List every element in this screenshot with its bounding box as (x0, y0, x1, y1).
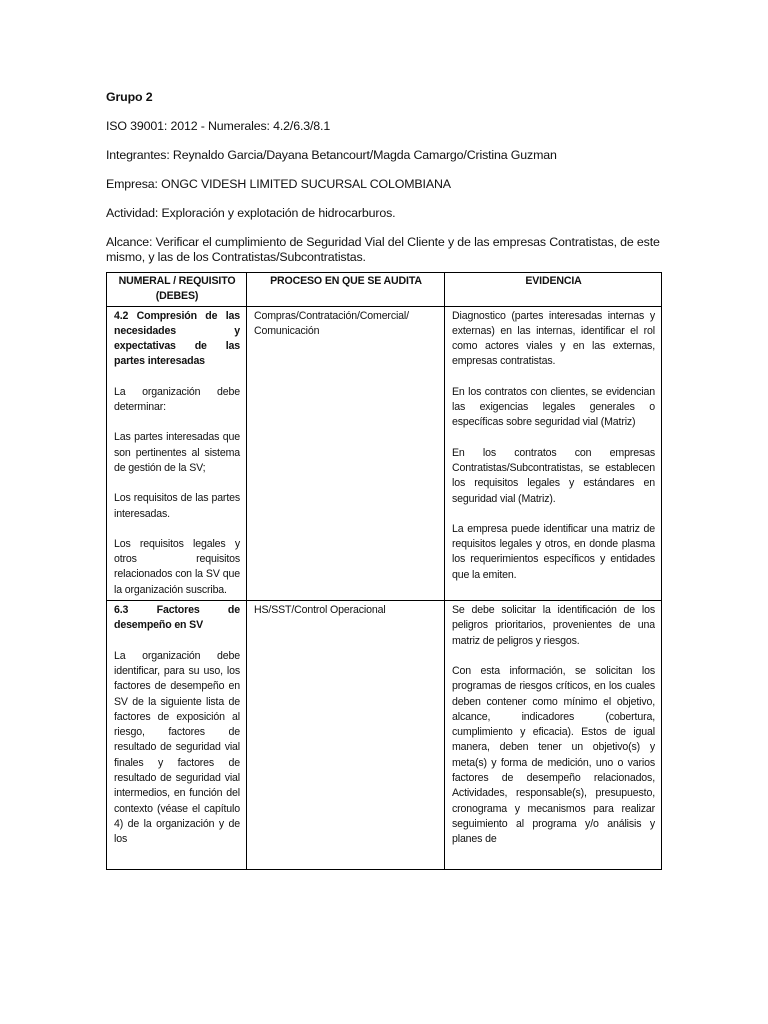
requirement-title: 6.3 Factores de desempeño en SV (114, 604, 240, 632)
iso-standard-line: ISO 39001: 2012 - Numerales: 4.2/6.3/8.1 (106, 119, 331, 133)
requirement-text: La organización debe determinar: (114, 385, 240, 414)
evidence-text: En los contratos con empresas Contratistas/Subcontratistas, se establecen los requisitos legales y estándares en seguridad vial (Matriz). (452, 446, 655, 505)
process-text: Compras/Contratación/Comercial/ Comunicación (254, 309, 409, 337)
requirement-cell (107, 306, 247, 600)
evidence-text: La empresa puede identificar una matriz de requisitos legales y otros, en donde plasma los requerimientos específicos y entidades que la emiten. (452, 522, 655, 581)
table-row (107, 306, 662, 600)
requirement-cell (107, 601, 247, 870)
requirement-text: Las partes interesadas que son pertinentes al sistema de gestión de la SV; (114, 431, 240, 474)
requirement-text: Los requisitos de las partes interesadas. (114, 492, 240, 520)
header-evidence: EVIDENCIA (445, 273, 662, 307)
requirement-text: Los requisitos legales y otros requisitos relacionados con la SV que la organización suscriba. (114, 537, 240, 596)
table-header-row (107, 273, 662, 307)
audit-table (106, 272, 662, 870)
header-process: PROCESO EN QUE SE AUDITA (247, 273, 445, 307)
group-title: Grupo 2 (106, 90, 153, 104)
activity-line: Actividad: Exploración y explotación de hidrocarburos. (106, 206, 396, 220)
evidence-cell (445, 306, 662, 600)
process-cell (247, 601, 445, 870)
evidence-cell (445, 601, 662, 870)
table-row (107, 601, 662, 870)
document-page (106, 90, 661, 870)
process-text: HS/SST/Control Operacional (254, 604, 386, 617)
header-numeral: NUMERAL / REQUISITO (DEBES) (107, 273, 247, 307)
process-cell (247, 306, 445, 600)
requirement-text: La organización debe identificar, para su uso, los factores de desempeño en SV de la siguiente lista de factores de exposición al riesgo, factores de resultado de seguridad vial finales y factores de resultado de seguridad vial intermedios, en función del contexto (véase el capítulo 4) de la organización y de los (114, 649, 240, 846)
requirement-title: 4.2 Compresión de las necesidades y expectativas de las partes interesadas (114, 309, 240, 368)
members-line: Integrantes: Reynaldo Garcia/Dayana Betancourt/Magda Camargo/Cristina Guzman (106, 148, 557, 162)
evidence-text: Se debe solicitar la identificación de los peligros prioritarios, provenientes de una matriz de peligros y riesgos. (452, 604, 655, 647)
evidence-text: En los contratos con clientes, se evidencian las exigencias legales generales o específicas sobre seguridad vial (Matriz) (452, 385, 655, 429)
evidence-text: Con esta información, se solicitan los programas de riesgos críticos, en los cuales deben contener como mínimo el objetivo, alcance, indicadores (cobertura, cumplimiento y eficacia). Estos de igual manera, deben tener un objetivo(s) y meta(s) y forma de medición, uno o varios factores de desempeño relacionados, Actividades, responsable(s), presupuesto, cronograma y mecanismos para realizar seguimiento al programa y/o análisis y planes de (452, 664, 655, 846)
company-line: Empresa: ONGC VIDESH LIMITED SUCURSAL COLOMBIANA (106, 177, 451, 191)
evidence-text: Diagnostico (partes interesadas internas y externas) en las internas, identificar el rol como actores viales y en las externas, empresas contratistas. (452, 309, 655, 368)
scope-line: Alcance: Verificar el cumplimiento de Seguridad Vial del Cliente y de las empresas Contratistas, de este mismo, y las de los Contratistas/Subcontratistas. (106, 235, 660, 264)
